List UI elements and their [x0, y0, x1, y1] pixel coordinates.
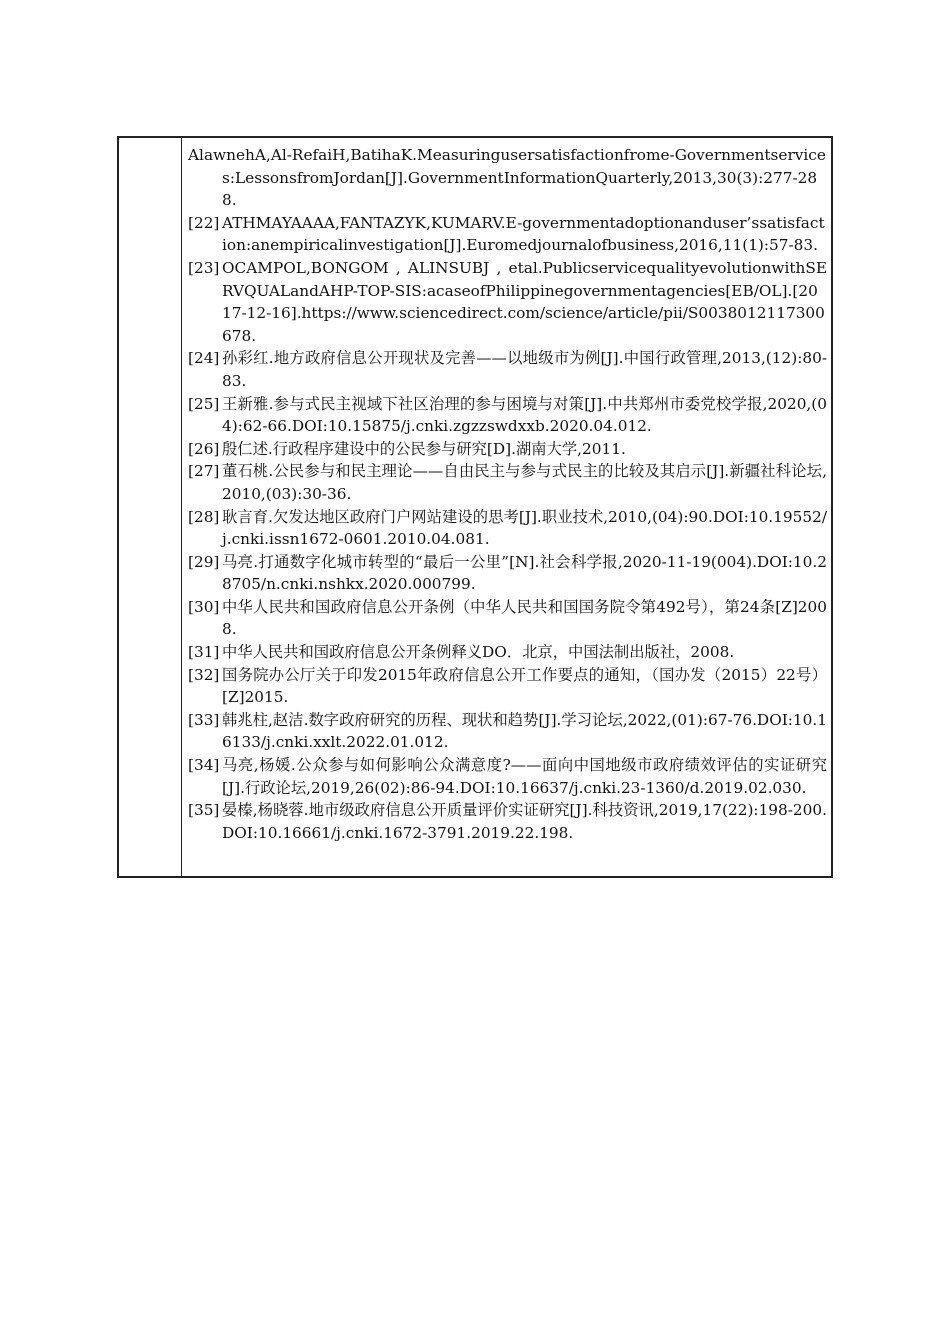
reference-number: [22] [188, 213, 220, 232]
reference-number: [27] [188, 462, 220, 481]
reference-item [188, 799, 827, 844]
reference-item [188, 709, 827, 754]
reference-item [188, 460, 827, 505]
reference-text: 耿言育.欠发达地区政府门户网站建设的思考[J].职业技术,2010,(04):90.DOI:10.19552/j.cnki.issn1672-0601.2010.04.081. [222, 507, 827, 549]
reference-item [188, 393, 827, 438]
reference-text: 中华人民共和国政府信息公开条例释义DO．北京，中国法制出版社，2008. [222, 643, 735, 662]
reference-number: [26] [188, 439, 220, 458]
reference-text: 王新雅.参与式民主视域下社区治理的参与困境与对策[J].中共郑州市委党校学报,2020,(04):62-66.DOI:10.15875/j.cnki.zgzzswdxxb.2020.04.012. [222, 394, 827, 436]
reference-number: [35] [188, 801, 220, 820]
reference-number: [33] [188, 710, 220, 729]
reference-item [188, 596, 827, 641]
reference-number: [32] [188, 665, 220, 684]
reference-number: [23] [188, 258, 220, 277]
reference-text: 晏榛,杨晓蓉.地市级政府信息公开质量评价实证研究[J].科技资讯,2019,17(22):198-200.DOI:10.16661/j.cnki.1672-3791.2019.22.198. [222, 801, 827, 842]
reference-item [188, 506, 827, 551]
reference-text: 马亮.打通数字化城市转型的“最后一公里”[N].社会科学报,2020-11-19(004).DOI:10.28705/n.cnki.nshkx.2020.000799. [222, 552, 827, 594]
reference-number: [28] [188, 507, 220, 526]
reference-item [188, 664, 827, 709]
reference-number: [30] [188, 597, 220, 616]
table-left-column [119, 138, 182, 876]
reference-item [188, 438, 827, 461]
reference-number: [25] [188, 394, 220, 413]
reference-number: [29] [188, 552, 220, 571]
reference-item [188, 212, 827, 257]
reference-text: 马亮,杨媛.公众参与如何影响公众满意度?——面向中国地级市政府绩效评估的实证研究[J].行政论坛,2019,26(02):86-94.DOI:10.16637/j.cnki.23-1360/d.2019.02.030. [222, 756, 827, 797]
reference-text: ATHMAYAAAA,FANTAZYK,KUMARV.E-governmentadoptionanduser’ssatisfaction:anempiricalinvestigation[J].Euromedjournalofbusiness,2016,11(1):57-83. [222, 213, 825, 255]
reference-text: 孙彩红.地方政府信息公开现状及完善——以地级市为例[J].中国行政管理,2013,(12):80-83. [222, 349, 827, 390]
reference-text: 国务院办公厅关于印发2015年政府信息公开工作要点的通知，（国办发（2015）22号）[Z]2015. [222, 665, 827, 707]
reference-text: OCAMPOL,BONGOM , ALINSUBJ , etal.PublicservicequalityevolutionwithSERVQUALandAHP-TOP-SIS:acaseofPhilippinegovernmentagencies[EB/OL].[2017-12-16].https://www.sciencedirect.com/science/article/pii/S0038012117300678. [222, 258, 827, 345]
reference-list [182, 138, 831, 876]
reference-item [188, 754, 827, 799]
reference-item [188, 257, 827, 347]
reference-table [117, 136, 833, 878]
reference-item [188, 641, 827, 664]
reference-continued-entry: AlawnehA,Al-RefaiH,BatihaK.Measuringusersatisfactionfrome-Governmentservices:LessonsfromJordan[J].GovernmentInformationQuarterly,2013,30(3):277-288. [188, 146, 826, 210]
reference-number: [34] [188, 756, 220, 775]
reference-text: 董石桃.公民参与和民主理论——自由民主与参与式民主的比较及其启示[J].新疆社科论坛,2010,(03):30-36. [222, 462, 827, 503]
reference-number: [31] [188, 643, 220, 662]
reference-text: 韩兆柱,赵洁.数字政府研究的历程、现状和趋势[J].学习论坛,2022,(01):67-76.DOI:10.16133/j.cnki.xxlt.2022.01.012. [222, 710, 827, 752]
reference-item [188, 347, 827, 392]
reference-text: 殷仁述.行政程序建设中的公民参与研究[D].湖南大学,2011. [222, 439, 626, 458]
reference-text: 中华人民共和国政府信息公开条例（中华人民共和国国务院令第492号），第24条[Z]2008. [222, 597, 827, 639]
reference-number: [24] [188, 349, 220, 368]
reference-item [188, 551, 827, 596]
